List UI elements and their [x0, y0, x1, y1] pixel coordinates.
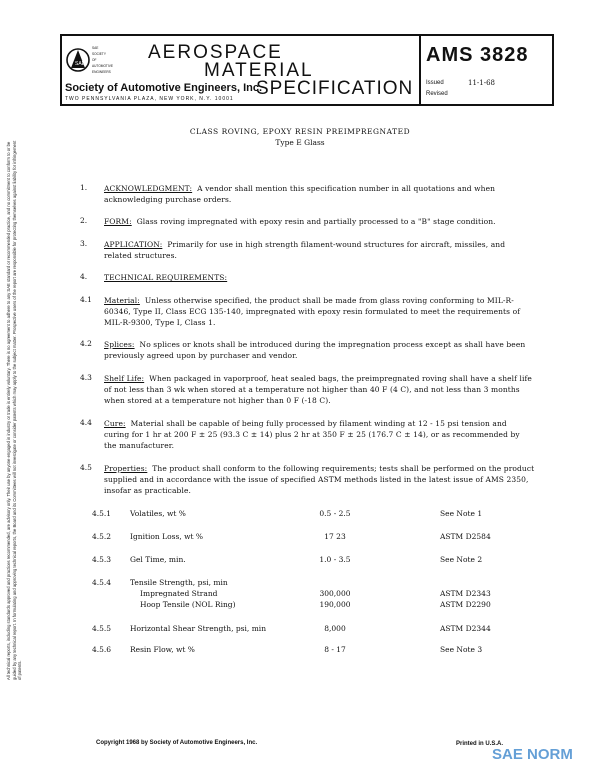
header-specification: SPECIFICATION	[256, 78, 414, 99]
section-2	[104, 216, 544, 227]
legal-side-note: All technical reports, including standards approved and practices recommended, are advisory only. Their use by anyone engaged in industry or trade is entirely voluntary. There is no agreement to adhere to any SAE standard or recommended practice, and no commitment to conform to or be guided by any technical report. In formulating and approving technical reports, the Board and its Committees will not investigate or consider patents which may apply to the subject matter. Prospective users of the report are responsible for protecting themselves against liability for infringement of patents.	[6, 140, 22, 680]
section-2-text: Glass roving impregnated with epoxy resin and partially processed to a "B" stage condition.	[136, 217, 496, 226]
section-1	[104, 183, 534, 205]
prop-6-label: Resin Flow, wt %	[130, 645, 195, 654]
header-material: MATERIAL	[204, 60, 314, 81]
logo-text-4: AUTOMOTIVE	[92, 64, 114, 68]
prop-2-number: 4.5.2	[92, 532, 112, 541]
section-4-3-number: 4.3	[80, 373, 92, 382]
prop-1-value: 0.5 - 2.5	[319, 509, 351, 518]
copyright: Copyright 1968 by Society of Automotive Engineers, Inc.	[96, 740, 258, 746]
prop-4b-value: 190,000	[319, 600, 351, 609]
prop-4-label: Tensile Strength, psi, min	[130, 578, 228, 587]
prop-4b-ref: ASTM D2290	[440, 600, 491, 609]
printed-in: Printed in U.S.A.	[456, 741, 504, 747]
prop-5-value: 8,000	[324, 624, 346, 633]
section-4-2-text: No splices or knots shall be introduced during the impregnation process except as shall have been previously agreed upon by purchaser and vendor.	[104, 340, 526, 360]
section-4-1-text: Unless otherwise specified, the product shall be made from glass roving conforming to MIL-R-60346, Type II, Class ECG 135-140, impregnated with epoxy resin formulated to meet the requirements of MIL-R-9300, Type I, Class 1.	[104, 296, 521, 327]
prop-6-value: 8 - 17	[324, 645, 346, 654]
prop-4a-value: 300,000	[319, 589, 351, 598]
society-address: TWO PENNSYLVANIA PLAZA, NEW YORK, N.Y. 10001	[65, 96, 234, 102]
prop-1-label: Volatiles, wt %	[130, 509, 186, 518]
section-3-number: 3.	[80, 239, 88, 248]
section-4-5	[104, 463, 539, 496]
prop-1-number: 4.5.1	[92, 509, 112, 518]
section-4-heading: TECHNICAL REQUIREMENTS:	[104, 273, 228, 282]
section-4-2	[104, 339, 534, 361]
section-3-text: Primarily for use in high strength filament-wound structures for aircraft, missiles, and related structures.	[104, 240, 506, 260]
section-4-2-number: 4.2	[80, 339, 92, 348]
issued-value: 11-1-68	[468, 79, 495, 87]
issued-label: Issued	[426, 80, 444, 86]
document-title: CLASS ROVING, EPOXY RESIN PREIMPREGNATED	[189, 127, 411, 136]
section-4-5-text: The product shall conform to the following requirements; tests shall be performed on the product supplied and in accordance with the issue of specified ASTM methods listed in the latest issue of AMS 2350, insofar as practicable.	[104, 464, 535, 495]
logo-text-1: SAE	[92, 46, 99, 50]
section-4-5-heading: Properties:	[104, 464, 148, 473]
prop-6-ref: See Note 3	[440, 645, 483, 654]
prop-6-number: 4.5.6	[92, 645, 112, 654]
doc-id: AMS 3828	[426, 44, 529, 66]
logo-text-5: ENGINEERS	[92, 70, 111, 74]
section-4-3	[104, 373, 539, 406]
section-4-5-number: 4.5	[80, 463, 92, 472]
prop-2-ref: ASTM D2584	[440, 532, 491, 541]
prop-2-value: 17 23	[324, 532, 346, 541]
section-4-1	[104, 295, 534, 328]
prop-5-number: 4.5.5	[92, 624, 112, 633]
prop-3-number: 4.5.3	[92, 555, 112, 564]
section-4-2-heading: Splices:	[104, 340, 135, 349]
section-1-text: A vendor shall mention this specification number in all quotations and when acknowledging purchase orders.	[104, 184, 496, 204]
section-4-1-number: 4.1	[80, 295, 92, 304]
section-4-1-heading: Material:	[104, 296, 140, 305]
prop-4b-label: Hoop Tensile (NOL Ring)	[140, 600, 236, 609]
prop-3-value: 1.0 - 3.5	[319, 555, 351, 564]
logo-text-3: OF	[92, 58, 97, 62]
section-1-number: 1.	[80, 183, 88, 192]
revised-label: Revised	[426, 91, 448, 97]
section-4-4	[104, 418, 534, 451]
prop-4-number: 4.5.4	[92, 578, 112, 587]
section-4-number: 4.	[80, 272, 88, 281]
section-4-3-text: When packaged in vaporproof, heat sealed bags, the preimpregnated roving shall have a shelf life of not less than 3 wk when stored at a temperature not higher than 40 F (4 C), and not less than 3 months when stored at a temperature not higher than 0 F (-18 C).	[104, 374, 532, 405]
section-4-4-text: Material shall be capable of being fully processed by filament winding at 12 - 15 psi tension and curing for 1 hr at 200 F ± 25 (93.3 C ± 14) plus 2 hr at 350 F ± 25 (176.7 C ± 14), or as recommended by the manufacturer.	[104, 419, 520, 450]
prop-1-ref: See Note 1	[440, 509, 483, 518]
section-4-4-heading: Cure:	[104, 419, 126, 428]
header-divider	[419, 34, 421, 104]
document-subtitle: Type E Glass	[275, 138, 325, 147]
section-3-heading: APPLICATION:	[104, 240, 163, 249]
svg-text:SAE: SAE	[75, 61, 86, 67]
prop-5-label: Horizontal Shear Strength, psi, min	[130, 624, 267, 633]
section-4-4-number: 4.4	[80, 418, 92, 427]
prop-3-label: Gel Time, min.	[130, 555, 186, 564]
logo-text-2: SOCIETY	[92, 52, 106, 56]
society-name: Society of Automotive Engineers, Inc.	[65, 82, 263, 94]
prop-5-ref: ASTM D2344	[440, 624, 491, 633]
prop-2-label: Ignition Loss, wt %	[130, 532, 204, 541]
section-2-number: 2.	[80, 216, 88, 225]
header-aerospace: AEROSPACE	[148, 42, 283, 63]
section-4-3-heading: Shelf Life:	[104, 374, 145, 383]
section-1-heading: ACKNOWLEDGMENT:	[104, 184, 193, 193]
watermark: SAE NORM	[492, 746, 573, 763]
section-3	[104, 239, 534, 261]
prop-3-ref: See Note 2	[440, 555, 483, 564]
section-2-heading: FORM:	[104, 217, 132, 226]
prop-4a-ref: ASTM D2343	[440, 589, 491, 598]
prop-4a-label: Impregnated Strand	[140, 589, 218, 598]
sae-logo-icon	[66, 40, 116, 80]
